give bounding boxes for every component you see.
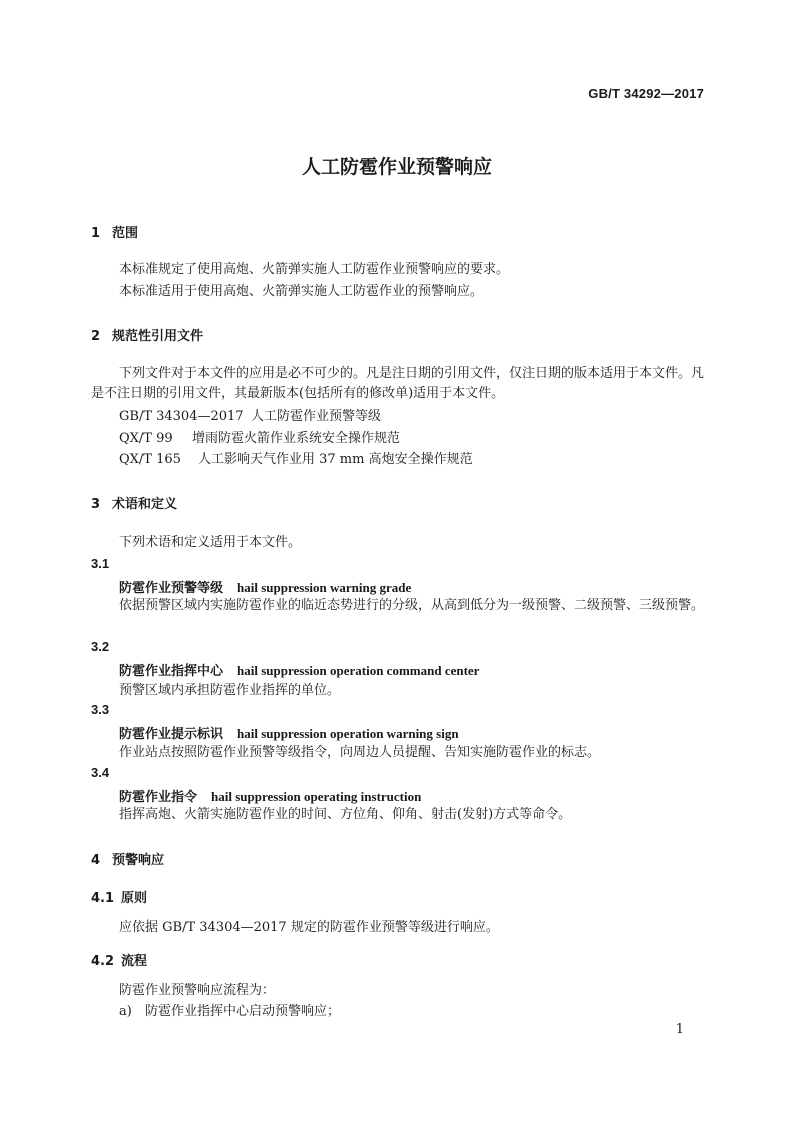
section-title: 术语和定义 xyxy=(112,497,178,512)
list-item-text: 防雹作业指挥中心启动预警响应； xyxy=(145,1004,341,1019)
term-zh: 防雹作业预警等级 xyxy=(119,581,224,596)
term-definition: 指挥高炮、火箭实施防雹作业的时间、方位角、仰角、射击(发射)方式等命令。 xyxy=(119,807,572,822)
subsection-number: 4.2 xyxy=(91,954,115,969)
section-title: 规范性引用文件 xyxy=(112,329,204,344)
section-number: 2 xyxy=(91,329,101,344)
term-definition: 依据预警区域内实施防雹作业的临近态势进行的分级，从高到低分为一级预警、二级预警、三级预警。 xyxy=(119,598,705,613)
subsection-title: 原则 xyxy=(121,891,148,906)
subsection-title: 流程 xyxy=(121,954,148,969)
section-1-heading xyxy=(91,222,138,241)
term-number: 3.3 xyxy=(91,702,110,717)
section-3-heading xyxy=(91,493,177,512)
subsection-4-2-heading xyxy=(91,950,147,969)
term-number: 3.1 xyxy=(91,556,110,571)
term-number: 3.2 xyxy=(91,639,110,654)
term-en: hail suppression operation warning sign xyxy=(237,726,459,741)
section-4-heading xyxy=(91,849,164,868)
term-number: 3.4 xyxy=(91,765,110,780)
term-zh: 防雹作业指令 xyxy=(119,790,198,805)
term-en: hail suppression warning grade xyxy=(237,580,412,595)
reference-title: 增雨防雹火箭作业系统安全操作规范 xyxy=(192,431,401,446)
reference-title: 人工防雹作业预警等级 xyxy=(251,409,382,424)
term-heading xyxy=(119,577,411,596)
list-item xyxy=(119,1003,340,1020)
paragraph: 下列术语和定义适用于本文件。 xyxy=(119,535,302,550)
term-zh: 防雹作业指挥中心 xyxy=(119,664,224,679)
paragraph: 本标准适用于使用高炮、火箭弹实施人工防雹作业的预警响应。 xyxy=(119,284,484,299)
reference-item xyxy=(119,451,473,468)
section-number: 3 xyxy=(91,497,101,512)
term-en: hail suppression operating instruction xyxy=(211,789,422,804)
page-number: 1 xyxy=(675,1022,684,1037)
subsection-number: 4.1 xyxy=(91,891,115,906)
term-definition: 作业站点按照防雹作业预警等级指令，向周边人员提醒、告知实施防雹作业的标志。 xyxy=(119,745,601,760)
section-2-heading xyxy=(91,325,203,344)
section-number: 1 xyxy=(91,226,101,241)
reference-item xyxy=(119,430,400,447)
subsection-4-1-heading xyxy=(91,887,147,906)
term-heading xyxy=(119,660,479,679)
page-title: 人工防雹作业预警响应 xyxy=(301,156,492,178)
term-heading xyxy=(119,723,459,742)
term-heading xyxy=(119,786,421,805)
paragraph: 本标准规定了使用高炮、火箭弹实施人工防雹作业预警响应的要求。 xyxy=(119,262,510,277)
paragraph: 下列文件对于本文件的应用是必不可少的。凡是注日期的引用文件，仅注日期的版本适用于本文件。凡是不注日期的引用文件，其最新版本(包括所有的修改单)适用于本文件。 xyxy=(91,366,705,401)
standard-code: GB/T 34292—2017 xyxy=(588,86,704,101)
paragraph: 防雹作业预警响应流程为： xyxy=(119,983,276,998)
reference-code: QX/T 99 xyxy=(119,431,173,446)
paragraph: 应依据 GB/T 34304—2017 规定的防雹作业预警等级进行响应。 xyxy=(119,920,499,935)
list-marker: a) xyxy=(119,1004,132,1019)
reference-code: QX/T 165 xyxy=(119,452,181,467)
term-zh: 防雹作业提示标识 xyxy=(119,727,224,742)
reference-code: GB/T 34304—2017 xyxy=(119,409,244,424)
reference-title: 人工影响天气作业用 37 mm 高炮安全操作规范 xyxy=(198,452,473,467)
reference-item xyxy=(119,408,381,425)
section-number: 4 xyxy=(91,853,101,868)
section-title: 范围 xyxy=(112,226,139,241)
section-title: 预警响应 xyxy=(112,853,165,868)
term-definition: 预警区域内承担防雹作业指挥的单位。 xyxy=(119,683,341,698)
term-en: hail suppression operation command center xyxy=(237,663,480,678)
